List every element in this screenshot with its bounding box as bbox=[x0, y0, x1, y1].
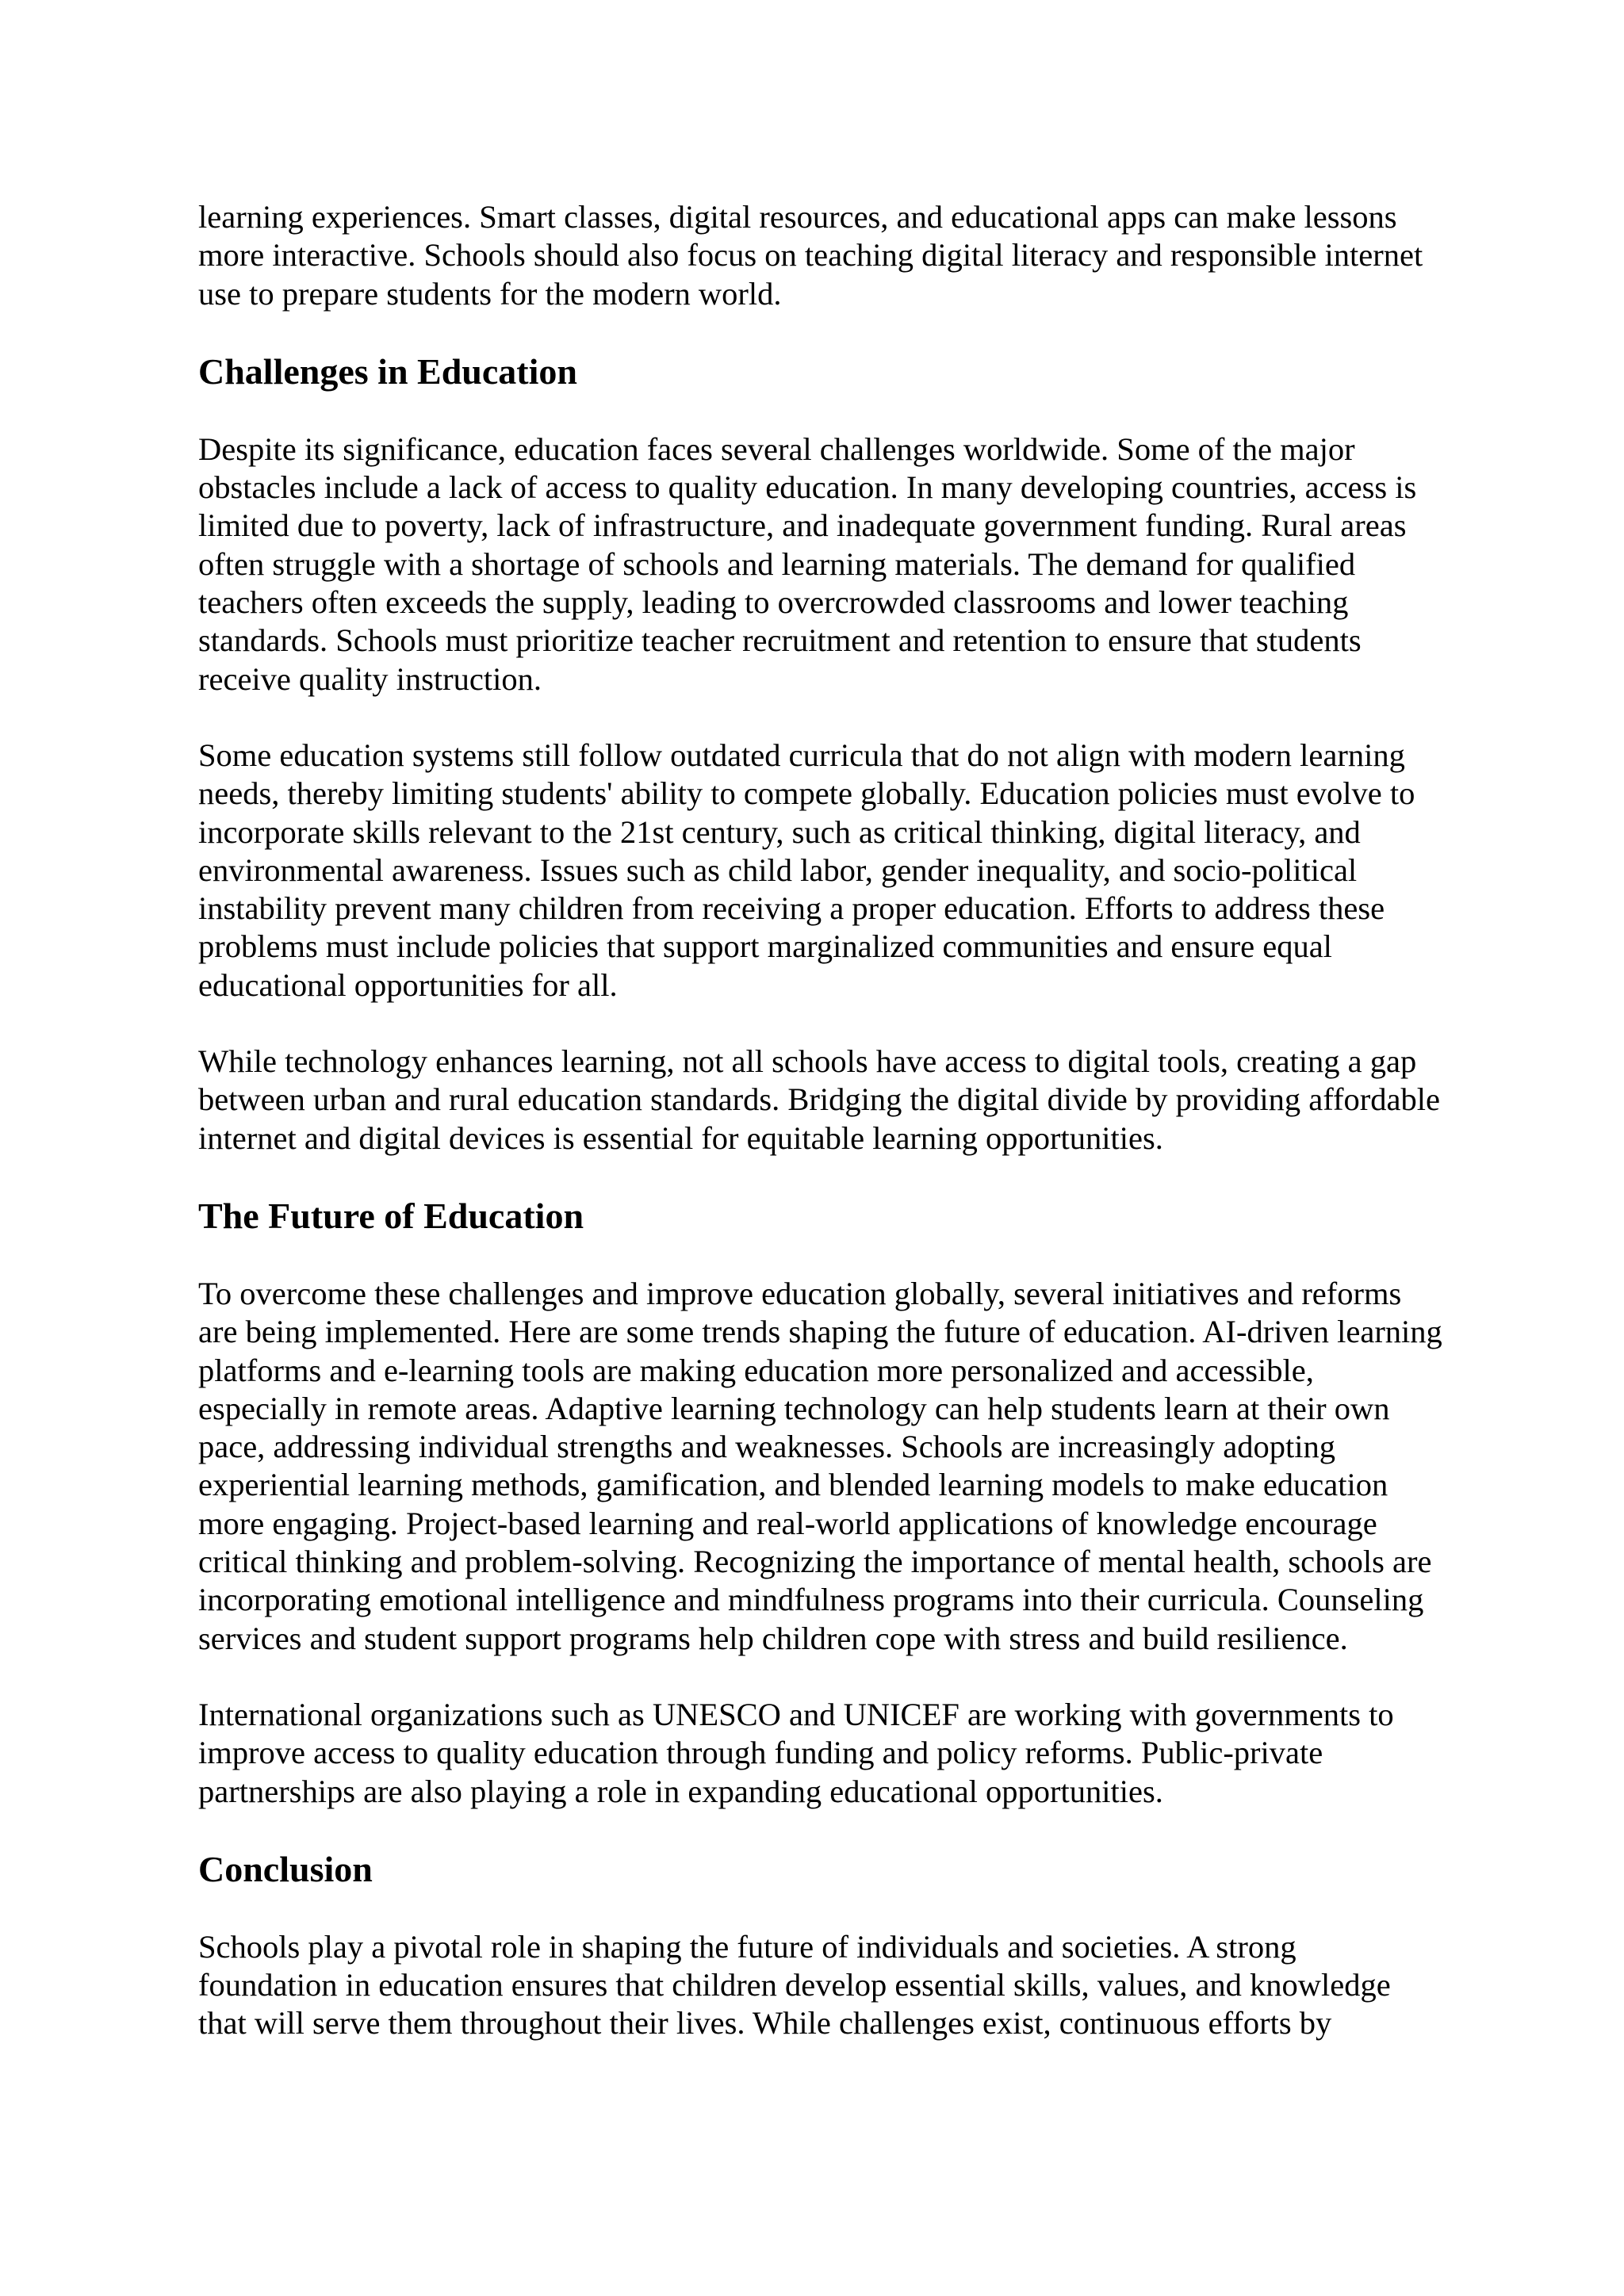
section-heading-challenges: Challenges in Education bbox=[198, 350, 577, 392]
section-heading-future: The Future of Education bbox=[198, 1195, 584, 1236]
challenges-paragraph-3: While technology enhances learning, not all schools have access to digital tools, creating a gap between urban and rural education standards. Bridging the digital divide by providing affordable internet and digital devices is essential for equitable learning opportunities. bbox=[198, 1043, 1440, 1156]
section-heading-conclusion: Conclusion bbox=[198, 1848, 373, 1889]
future-paragraph-1: To overcome these challenges and improve education globally, several initiatives and reforms are being implemented. Here are some trends shaping the future of education. AI-driven learning platforms and e-learning tools are making education more personalized and accessible, especially in remote areas. Adaptive learning technology can help students learn at their own pace, addressing individual strengths and weaknesses. Schools are increasingly adopting experiential learning methods, gamification, and blended learning models to make education more engaging. Project-based learning and real-world applications of knowledge encourage critical thinking and problem-solving. Recognizing the importance of mental health, schools are incorporating emotional intelligence and mindfulness programs into their curricula. Counseling services and student support programs help children cope with stress and build resilience. bbox=[198, 1275, 1442, 1656]
document-page bbox=[198, 198, 1443, 2043]
intro-continuation-paragraph: learning experiences. Smart classes, digital resources, and educational apps can make lessons more interactive. Schools should also focus on teaching digital literacy and responsible internet use to prepare students for the modern world. bbox=[198, 199, 1423, 312]
future-paragraph-2: International organizations such as UNESCO and UNICEF are working with governments to improve access to quality education through funding and policy reforms. Public-private partnerships are also playing a role in expanding educational opportunities. bbox=[198, 1696, 1394, 1809]
conclusion-paragraph-1: Schools play a pivotal role in shaping the future of individuals and societies. A strong foundation in education ensures that children develop essential skills, values, and knowledge that will serve them throughout their lives. While challenges exist, continuous efforts by bbox=[198, 1928, 1391, 2042]
challenges-paragraph-1: Despite its significance, education faces several challenges worldwide. Some of the major obstacles include a lack of access to quality education. In many developing countries, access is limited due to poverty, lack of infrastructure, and inadequate government funding. Rural areas often struggle with a shortage of schools and learning materials. The demand for qualified teachers often exceeds the supply, leading to overcrowded classrooms and lower teaching standards. Schools must prioritize teacher recruitment and retention to ensure that students receive quality instruction. bbox=[198, 430, 1417, 697]
challenges-paragraph-2: Some education systems still follow outdated curricula that do not align with modern learning needs, thereby limiting students' ability to compete globally. Education policies must evolve to incorporate skills relevant to the 21st century, such as critical thinking, digital literacy, and environmental awareness. Issues such as child labor, gender inequality, and socio-political instability prevent many children from receiving a proper education. Efforts to address these problems must include policies that support marginalized communities and ensure equal educational opportunities for all. bbox=[198, 737, 1415, 1003]
